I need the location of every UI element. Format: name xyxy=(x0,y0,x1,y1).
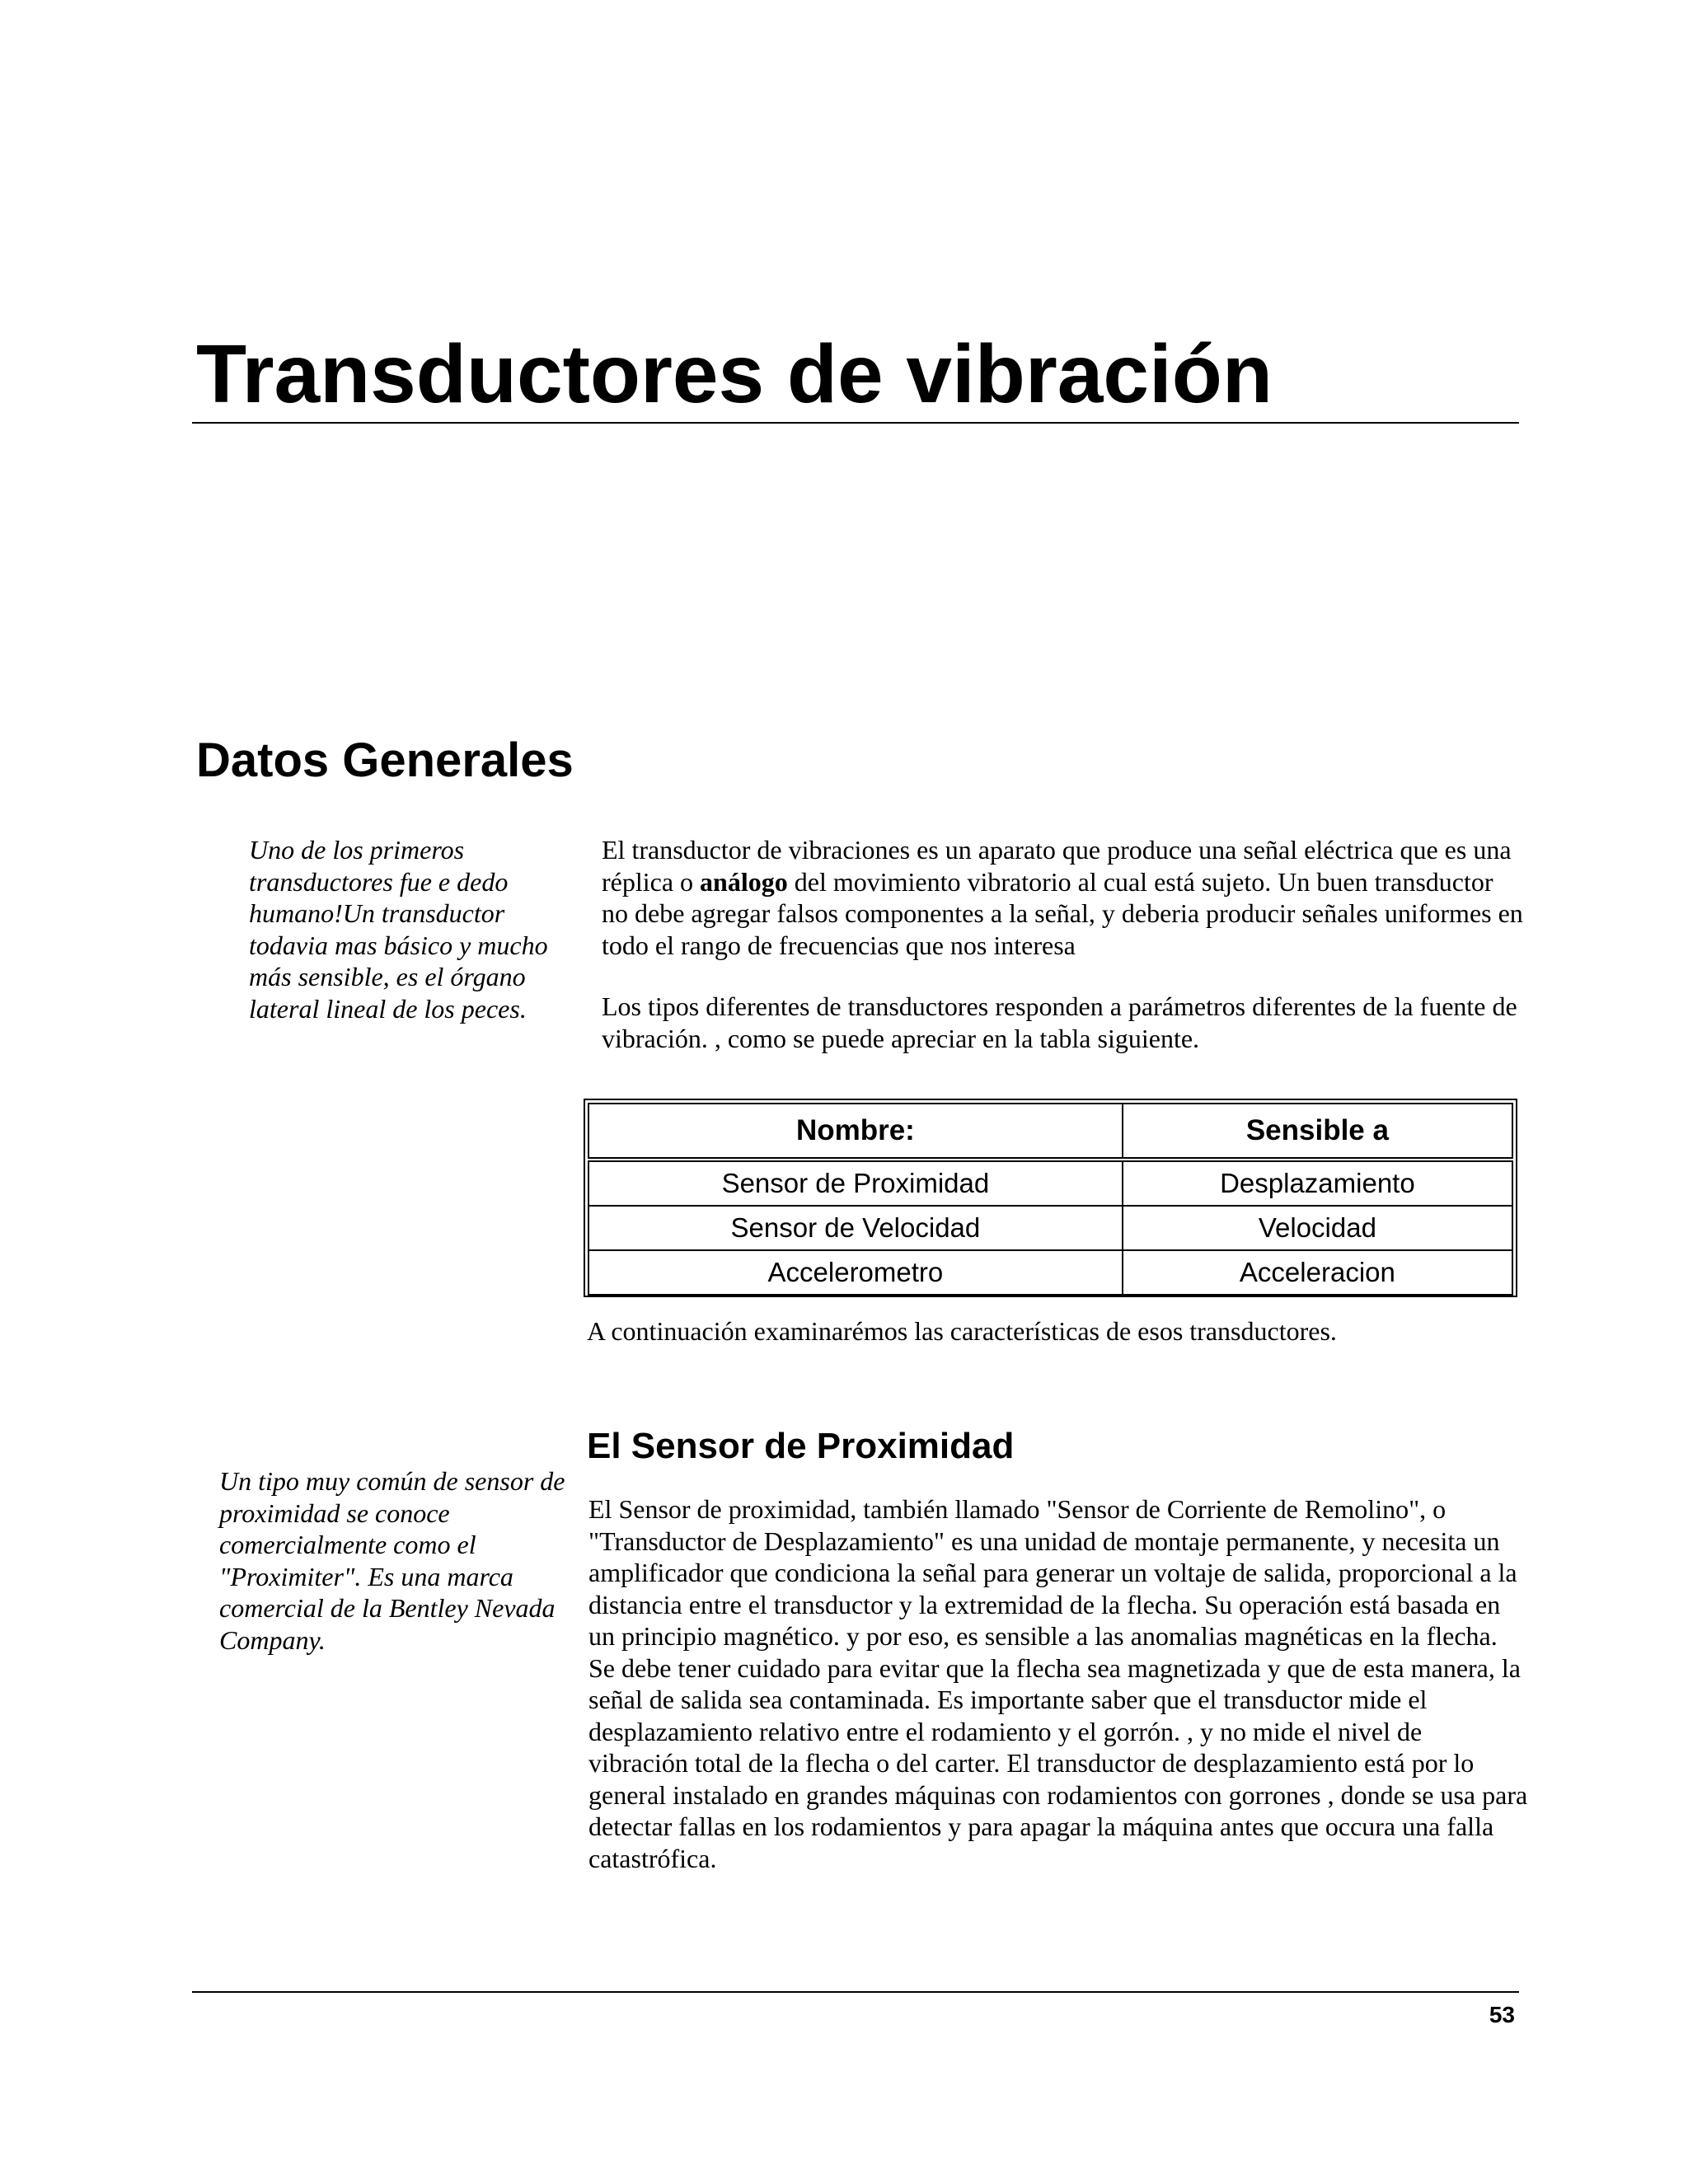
table-header-cell: Nombre: xyxy=(588,1104,1123,1160)
after-table-text: A continuación examinarémos las características de esos transductores. xyxy=(587,1316,1337,1346)
footer-rule xyxy=(192,1991,1519,1993)
table-row xyxy=(588,1250,1512,1295)
table-cell: Velocidad xyxy=(1123,1206,1512,1250)
table-header-cell: Sensible a xyxy=(1123,1104,1512,1160)
page-number: 53 xyxy=(1489,2002,1515,2027)
table-cell: Sensor de Velocidad xyxy=(588,1206,1123,1250)
paragraph-2: Los tipos diferentes de transductores responden a parámetros diferentes de la fuente de vibración. , como se puede apreciar en la tabla siguiente. xyxy=(602,991,1517,1053)
title-rule xyxy=(192,422,1519,424)
side-note-1: Uno de los primeros transductores fue e dedo humano!Un transductor todavia mas básico y mucho más sensible, es el órgano lateral lineal de los peces. xyxy=(249,835,548,1024)
table-row xyxy=(588,1160,1512,1206)
table-cell: Accelerometro xyxy=(588,1250,1123,1295)
sensor-table-grid xyxy=(588,1103,1513,1296)
paragraph-1-text-a: El transductor de vibraciones es un aparato que produce una señal eléctrica que es una réplica o xyxy=(602,835,1512,897)
paragraph-3: El Sensor de proximidad, también llamado "Sensor de Corriente de Remolino", o "Transductor de Desplazamiento" es una unidad de montaje permanente, y necesita un amplificador que condiciona la señal para generar un voltaje de salida, proporcional a la distancia entre el transductor y la extremidad de la flecha. Su operación está basada en un principio magnético. y por eso, es sensible a las anomalias magnéticas en la flecha. Se debe tener cuidado para evitar que la flecha sea magnetizada y que de esta manera, la señal de salida sea contaminada. Es importante saber que el transductor mide el desplazamiento relativo entre el rodamiento y el gorrón. , y no mide el nivel de vibración total de la flecha o del carter. El transductor de desplazamiento está por lo general instalado en grandes máquinas con rodamientos con gorrones , donde se usa para detectar fallas en los rodamientos y para apagar la máquina antes que occura una falla catastrófica. xyxy=(588,1494,1528,1873)
sensor-table xyxy=(584,1099,1517,1297)
table-row xyxy=(588,1206,1512,1250)
table-cell: Desplazamiento xyxy=(1123,1160,1512,1206)
paragraph-1 xyxy=(602,834,1525,961)
side-note-2: Un tipo muy común de sensor de proximidad se conoce comercialmente como el "Proximiter". Es una marca comercial de la Bentley Nevada Company. xyxy=(219,1466,565,1655)
chapter-title: Transductores de vibración xyxy=(196,328,1273,420)
table-header-row xyxy=(588,1104,1512,1160)
subsection-heading: El Sensor de Proximidad xyxy=(587,1426,1015,1466)
table-cell: Sensor de Proximidad xyxy=(588,1160,1123,1206)
table-cell: Acceleracion xyxy=(1123,1250,1512,1295)
paragraph-1-text-b: del movimiento vibratorio al cual está sujeto. Un buen transductor no debe agregar falsos componentes a la señal, y deberia producir señales uniformes en todo el rango de frecuencias que nos interesa xyxy=(602,866,1523,960)
paragraph-1-bold-term: análogo xyxy=(700,866,788,897)
section-heading: Datos Generales xyxy=(196,733,574,787)
